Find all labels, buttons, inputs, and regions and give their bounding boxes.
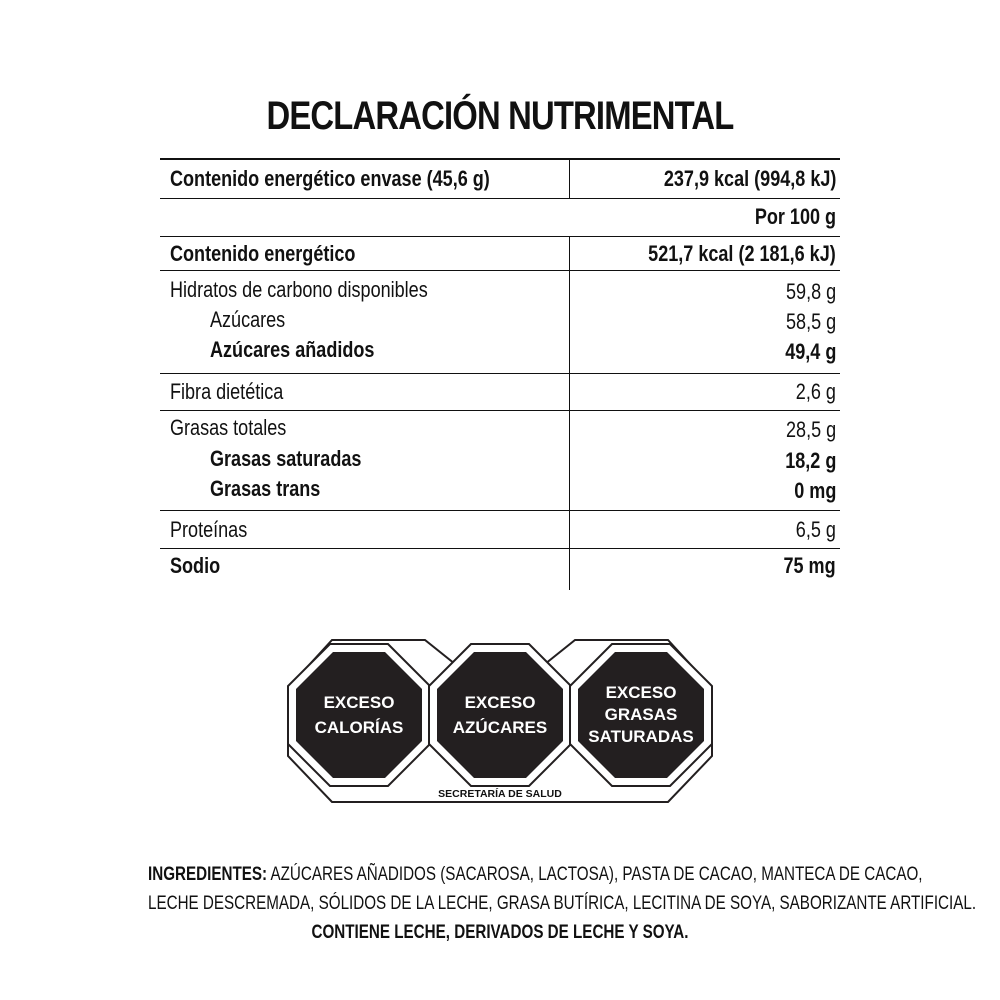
protein-value: 6,5 g [795,517,836,542]
energy-label: Contenido energético [170,241,356,266]
exceso-azucares-seal [429,644,571,786]
seal-line: EXCESO [464,693,536,712]
page-title: DECLARACIÓN NUTRIMENTAL [266,94,734,138]
energy-value: 521,7 kcal (2 181,6 kJ) [648,241,836,266]
fiber-value: 2,6 g [795,379,836,404]
seal-line: SATURADAS [588,727,694,746]
fat-value: 28,5 g [785,417,836,442]
fiber-label: Fibra dietética [170,379,284,404]
seal-line: EXCESO [605,683,677,702]
seal-line: AZÚCARES [452,718,548,737]
seal-line: EXCESO [323,693,395,712]
sodium-value: 75 mg [783,553,836,578]
carbs-label: Hidratos de carbono disponibles [170,277,428,302]
ingredients-line [148,860,923,889]
seal-line: GRASAS [604,705,678,724]
exceso-calorias-seal [288,644,430,786]
trans-fat-value: 0 mg [793,478,836,503]
allergen-statement: CONTIENE LECHE, DERIVADOS DE LECHE Y SOYA. [311,922,689,943]
exceso-grasas-saturadas-seal [570,644,712,786]
added-sugars-value: 49,4 g [784,339,836,364]
ingredients-line: LECHE DESCREMADA, SÓLIDOS DE LA LECHE, GRASA BUTÍRICA, LECITINA DE SOYA, SABORIZANTE ARTIFICIAL. [148,893,977,914]
saturated-fat-label: Grasas saturadas [210,446,362,471]
ingredients-text: AZÚCARES AÑADIDOS (SACAROSA, LACTOSA), PASTA DE CACAO, MANTECA DE CACAO, [267,864,923,885]
sugars-label: Azúcares [210,307,286,332]
saturated-fat-value: 18,2 g [784,448,836,473]
per-100g-label: Por 100 g [754,204,836,229]
sodium-label: Sodio [170,553,221,578]
package-energy-label: Contenido energético envase (45,6 g) [170,166,490,191]
carbs-value: 59,8 g [785,279,836,304]
trans-fat-label: Grasas trans [210,476,321,501]
ingredients-heading: INGREDIENTES: [148,864,268,885]
added-sugars-label: Azúcares añadidos [210,337,375,362]
fat-label: Grasas totales [170,415,287,440]
seal-line: CALORÍAS [314,718,404,737]
protein-label: Proteínas [170,517,248,542]
package-energy-value: 237,9 kcal (994,8 kJ) [663,166,836,191]
sugars-value: 58,5 g [785,309,836,334]
agency-label: SECRETARÍA DE SALUD [438,788,562,800]
ingredients-block [60,860,977,947]
